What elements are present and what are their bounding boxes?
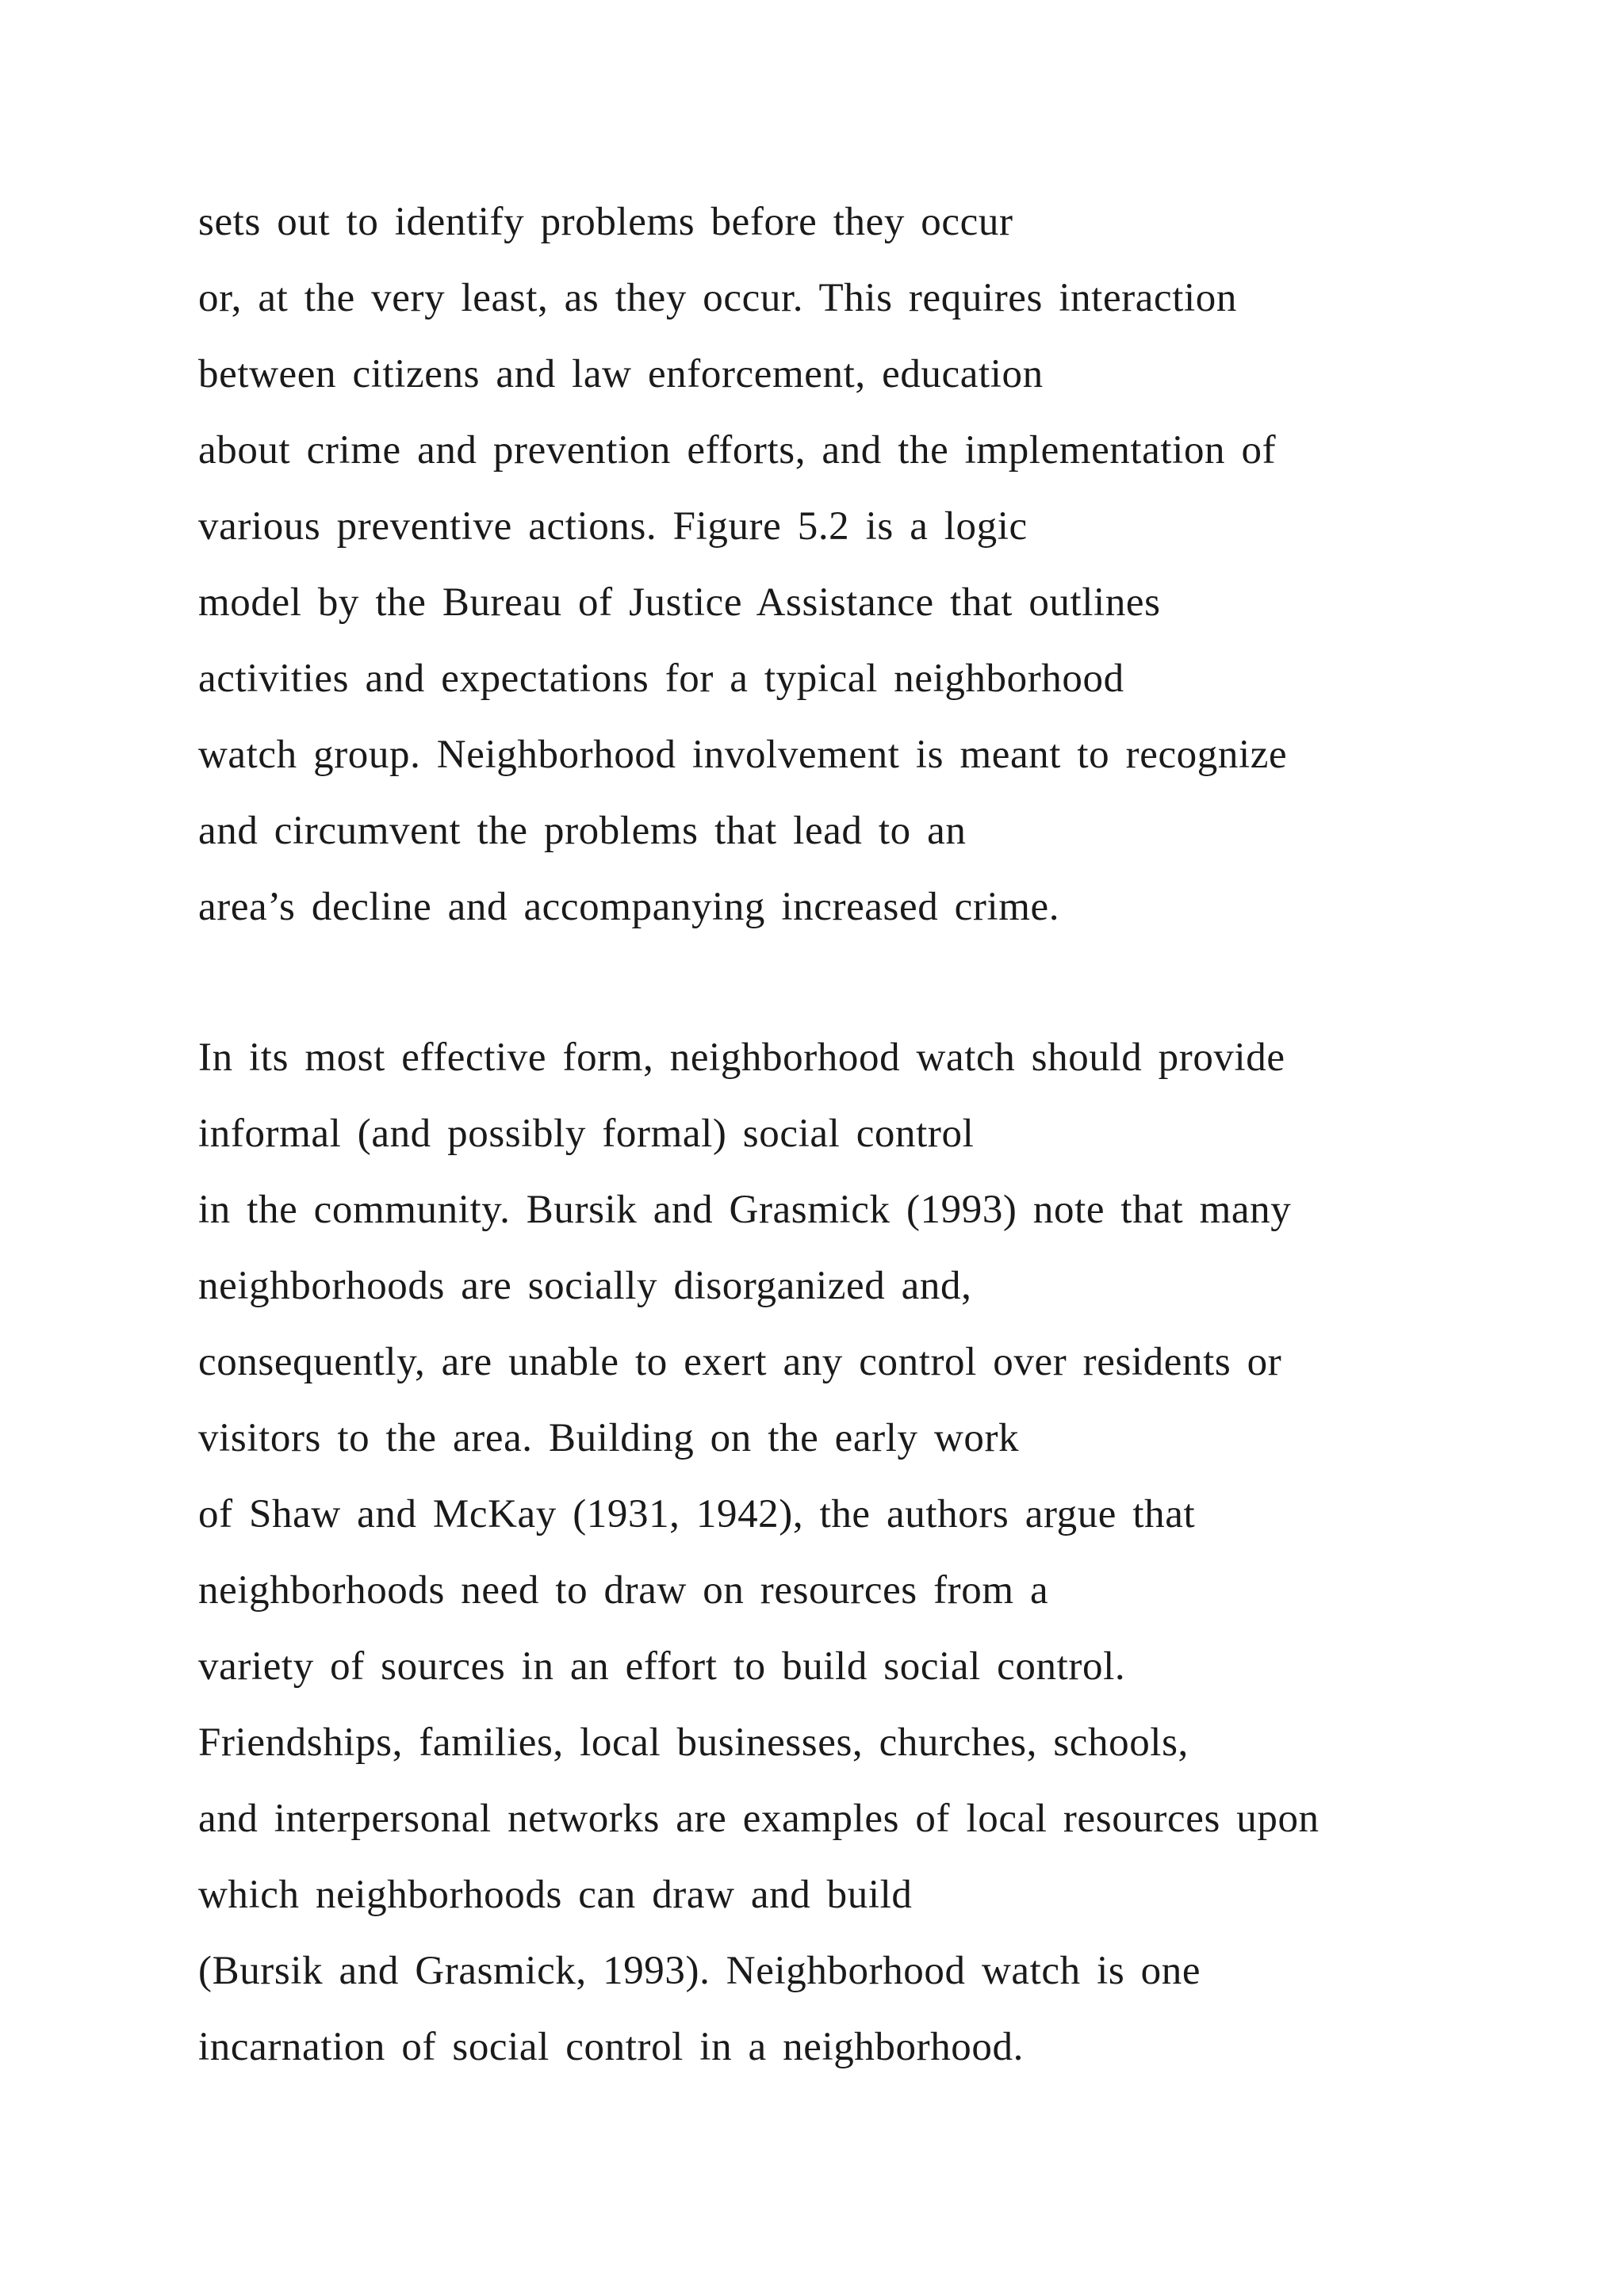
text-line: neighborhoods are socially disorganized and, bbox=[198, 1264, 972, 1308]
text-line: and interpersonal networks are examples of local resources upon bbox=[198, 1797, 1320, 1841]
paragraph-1 bbox=[198, 184, 1594, 945]
text-line: sets out to identify problems before they occur bbox=[198, 200, 1013, 244]
text-line: informal (and possibly formal) social control bbox=[198, 1112, 975, 1156]
text-line: incarnation of social control in a neighborhood. bbox=[198, 2025, 1024, 2069]
text-line: in the community. Bursik and Grasmick (1993) note that many bbox=[198, 1188, 1292, 1232]
text-line: consequently, are unable to exert any control over residents or bbox=[198, 1340, 1282, 1384]
text-line: Friendships, families, local businesses, churches, schools, bbox=[198, 1720, 1189, 1765]
text-line: about crime and prevention efforts, and the implementation of bbox=[198, 428, 1277, 473]
text-line: which neighborhoods can draw and build bbox=[198, 1873, 913, 1917]
text-line: or, at the very least, as they occur. This requires interaction bbox=[198, 276, 1237, 320]
text-line: of Shaw and McKay (1931, 1942), the authors argue that bbox=[198, 1492, 1196, 1536]
text-line: neighborhoods need to draw on resources from a bbox=[198, 1568, 1049, 1613]
text-line: area’s decline and accompanying increased crime. bbox=[198, 885, 1060, 929]
paragraph-2 bbox=[198, 1020, 1594, 2085]
text-line: various preventive actions. Figure 5.2 is a logic bbox=[198, 504, 1028, 549]
text-line: variety of sources in an effort to build social control. bbox=[198, 1644, 1126, 1689]
text-line: watch group. Neighborhood involvement is meant to recognize bbox=[198, 733, 1288, 777]
text-line: (Bursik and Grasmick, 1993). Neighborhood watch is one bbox=[198, 1949, 1201, 1993]
text-line: visitors to the area. Building on the early work bbox=[198, 1416, 1020, 1460]
text-line: activities and expectations for a typical neighborhood bbox=[198, 656, 1124, 701]
text-line: between citizens and law enforcement, education bbox=[198, 352, 1044, 396]
text-line: model by the Bureau of Justice Assistance that outlines bbox=[198, 580, 1161, 625]
text-line: In its most effective form, neighborhood watch should provide bbox=[198, 1035, 1285, 1080]
text-line: and circumvent the problems that lead to an bbox=[198, 809, 967, 853]
